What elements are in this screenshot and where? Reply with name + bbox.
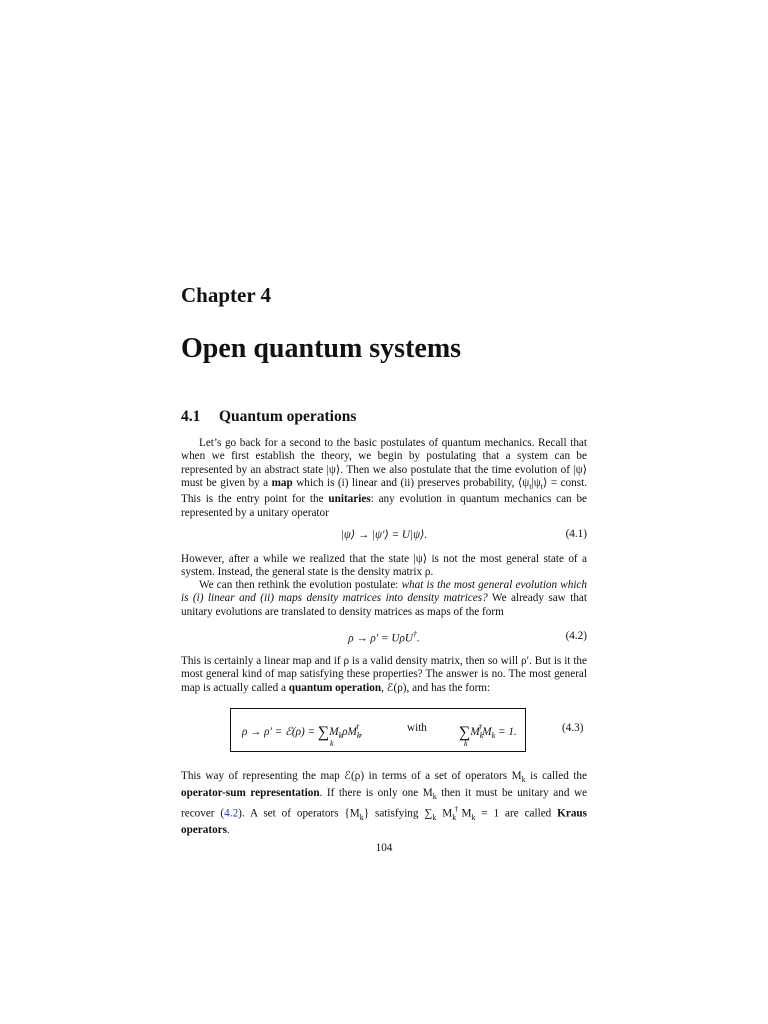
paragraph-3: We can then rethink the evolution postulate: what is the most general evolution which is (i) linear and (ii) maps density matrices into density matrices? We already saw that unitary evolutions are translated to density matrices as maps of the form	[181, 579, 587, 618]
equation-4-2-body: ρ → ρ′ = UρU†.	[348, 630, 420, 645]
equation-ref-4-2[interactable]: 4.2	[224, 807, 239, 820]
term-unitaries: unitaries	[328, 493, 371, 506]
paragraph-1: Let’s go back for a second to the basic postulates of quantum mechanics. Recall that when we first establish the theory, we begin by postulating that a system can be represented by an abstract state |ψ⟩. Then we also postulate that the time evolution of |ψ⟩ must be given by a map which is (i) linear and (ii) preserves probability, $⟨\psi_t|\psi_t⟩$ = const. This is the entry point for the unitaries: any evolution in quantum mechanics can be represented by a unitary operator	[181, 437, 587, 519]
equation-4-3-number: (4.3)	[562, 722, 584, 734]
chapter-label: Chapter 4	[181, 283, 272, 307]
term-kraus-operators: Kraus operators	[181, 807, 588, 837]
equation-4-1-body: |ψ⟩ → |ψ′⟩ = U|ψ⟩.	[340, 529, 428, 541]
paragraph-2: However, after a while we realized that the state |ψ⟩ is not the most general state of a system. Instead, the general state is the density matrix ρ.	[181, 553, 587, 579]
equation-4-3-box	[230, 708, 526, 752]
equation-4-1-number: (4.1)	[565, 528, 587, 540]
term-map: map	[271, 476, 293, 489]
equation-4-2	[181, 630, 587, 646]
equation-4-1	[181, 528, 587, 544]
chapter-title: Open quantum systems	[181, 333, 462, 364]
equation-4-3-left: ρ → ρ′ = ℰ(ρ) = ∑ k $M_k\rho M_k^\dagger$,	[242, 723, 363, 748]
equation-4-3-with: with	[407, 722, 427, 734]
page-number: 104	[375, 842, 393, 854]
term-operator-sum: operator-sum representation	[181, 786, 320, 799]
section-title: Quantum operations	[219, 408, 357, 425]
equation-4-3-right: ∑ k $M_k^\dagger M_k = 1$.	[459, 723, 517, 748]
key-question: what is the most general evolution which is (i) linear and (ii) maps density matrices into density matrices?	[181, 579, 587, 605]
paragraph-5: This way of representing the map ℰ(ρ) in terms of a set of operators $M_k$ is called the operator-sum representation. If there is only one $M_k$ then it must be unitary and we recover (4.2). A set of operators $\{M_k\}$ satisfying $\sum_k$ $M_k^\dagger M_k = 1$ are called Kraus operators.	[181, 770, 588, 837]
equation-4-2-number: (4.2)	[565, 630, 587, 642]
section-heading	[181, 408, 356, 426]
section-number: 4.1	[181, 408, 201, 425]
term-quantum-operation: quantum operation	[288, 681, 382, 694]
paragraph-4: This is certainly a linear map and if ρ is a valid density matrix, then so will ρ′. But is it the most general kind of map satisfying these properties? The answer is no. The most general map is actually called a quantum operation, ℰ(ρ), and has the form:	[181, 655, 587, 694]
